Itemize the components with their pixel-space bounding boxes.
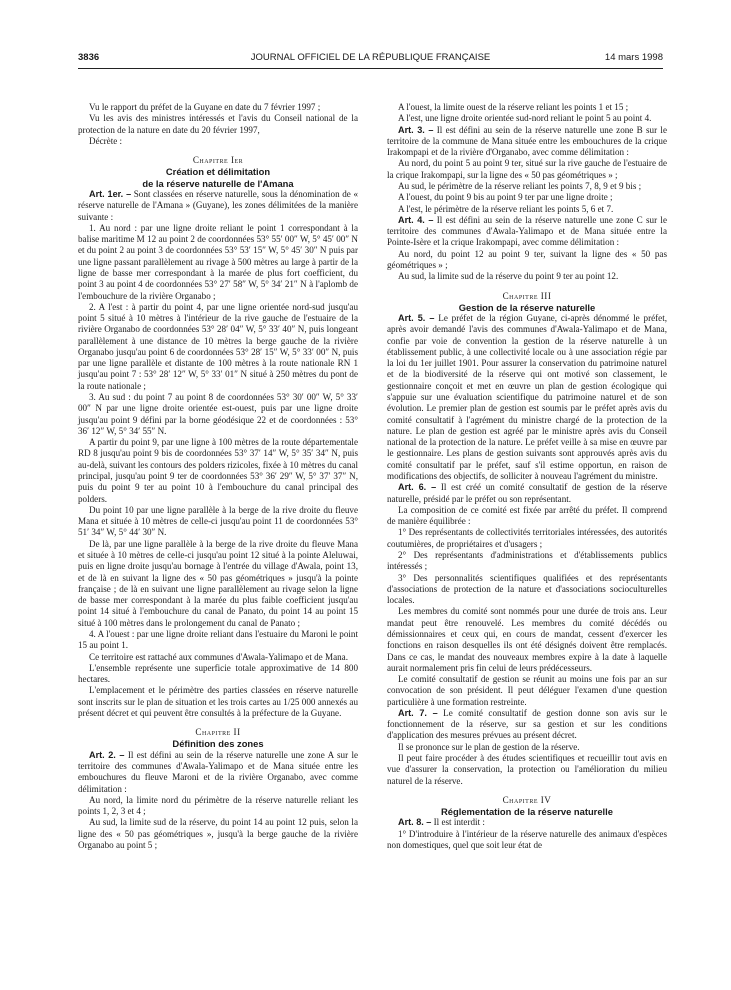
- body-paragraph: 3. Au sud : du point 7 au point 8 de coordonnées 53° 30′ 00″ W, 5° 33′ 00″ N par une ligne droite orientée est-ouest, puis par une ligne droite jusqu'au point 9 défini par la borne géodésique 22 et de coordonnées : 53° 36′ 12″ W, 5° 34′ 55″ N.: [78, 392, 358, 436]
- article-label: Art. 3. –: [398, 124, 434, 135]
- chapter-heading: Chapitre IV: [502, 794, 552, 805]
- body-paragraph: A partir du point 9, par une ligne à 100 mètres de la route départementale RD 8 jusqu'au point 9 bis de coordonnées 53° 37′ 14″ W, 5° 35′ 34″ N, puis au-delà, suivant les contours des polders rizicoles, fixée à 10 mètres du canal principal, jusqu'au point 9 ter de coordonnées 53° 36′ 29″ W, 5° 37′ 37″ N, puis du point 9 ter au point 10 à l'embouchure du canal principal des polders.: [78, 437, 358, 504]
- body-paragraph: Au nord, du point 5 au point 9 ter, situé sur la rive gauche de l'estuaire de la crique Irakompapi, sur la ligne des « 50 pas géométriques » ;: [387, 158, 667, 180]
- article-text: Il est défini au sein de la réserve naturelle une zone A sur le territoire des communes d'Awala-Yalimapo et de Mana située entre les embouchures du fleuve Maroni et de la rivière Organabo, avec comme délimitation :: [78, 749, 359, 794]
- section-heading: Définition des zones: [172, 738, 264, 750]
- body-paragraph: 4. A l'ouest : par une ligne droite reliant dans l'estuaire du Maroni le point 15 au point 1.: [78, 628, 358, 651]
- body-paragraph: A l'ouest, du point 9 bis au point 9 ter par une ligne droite ;: [398, 192, 613, 203]
- body-paragraph: Au sud, la limite sud de la réserve du point 9 ter au point 12.: [398, 271, 619, 282]
- body-paragraph: Le comité consultatif de gestion se réunit au moins une fois par an sur convocation de son président. Il peut déléguer l'examen d'une question particulière à une formation restreinte.: [387, 674, 667, 707]
- right-column: [387, 102, 667, 851]
- issue-date: 14 mars 1998: [604, 52, 663, 63]
- article-label: Art. 6. –: [398, 482, 437, 493]
- article-text: Il est créé un comité consultatif de gestion de la réserve naturelle, présidé par le préfet ou son représentant.: [387, 482, 667, 504]
- body-paragraph: Au sud, le périmètre de la réserve reliant les points 7, 8, 9 et 9 bis ;: [398, 180, 642, 191]
- article-text: Sont classées en réserve naturelle, sous la dénomination de « réserve naturelle de l'Amana » (Guyane), les zones délimitées de la manière suivante :: [78, 188, 358, 222]
- body-paragraph: L'ensemble représente une superficie totale approximative de 14 800 hectares.: [78, 662, 358, 685]
- article-text: Il est interdit :: [431, 817, 485, 828]
- body-paragraph: Vu les avis des ministres intéressés et l'avis du Conseil national de la protection de la nature en date du 20 février 1997,: [78, 113, 358, 135]
- article-paragraph: [387, 313, 667, 482]
- body-paragraph: Vu le rapport du préfet de la Guyane en date du 7 février 1997 ;: [89, 102, 321, 112]
- section-heading: Création et délimitation: [165, 166, 271, 178]
- section-heading: Réglementation de la réserve naturelle: [441, 806, 613, 818]
- body-paragraph: Décrète :: [89, 135, 123, 146]
- article-paragraph: [387, 817, 667, 828]
- body-paragraph: A l'ouest, la limite ouest de la réserve reliant les points 1 et 15 ;: [398, 102, 629, 112]
- article-paragraph: [387, 708, 667, 742]
- article-paragraph: [78, 189, 358, 223]
- body-paragraph: 1° Des représentants de collectivités territoriales intéressées, des autorités coutumières, de propriétaires et d'usagers ;: [387, 527, 667, 549]
- page-number: 3836: [78, 52, 100, 63]
- body-paragraph: Les membres du comité sont nommés pour une durée de trois ans. Leur mandat peut être renouvelé. Les membres du comité décédés ou démissionnaires et ceux qui, en cours de mandat, cessent d'exercer les fonctions en raison desquelles ils ont été désignés doivent être remplacés. Dans ce cas, le mandat des nouveaux membres expire à la date à laquelle aurait normalement pris fin celui de leurs prédécesseurs.: [387, 606, 667, 673]
- body-paragraph: Au nord, du point 12 au point 9 ter, suivant la ligne des « 50 pas géométriques » ;: [387, 248, 667, 270]
- body-paragraph: Au sud, la limite sud de la réserve, du point 14 au point 12 puis, selon la ligne des « 50 pas géométriques », jusqu'à la berge gauche de la rivière Organabo au point 5 ;: [78, 817, 358, 850]
- body-paragraph: Ce territoire est rattaché aux communes d'Awala-Yalimapo et de Mana.: [89, 651, 348, 662]
- body-paragraph: 1° D'introduire à l'intérieur de la réserve naturelle des animaux d'espèces non domestiques, quel que soit leur état de: [387, 828, 667, 850]
- article-text: Il est défini au sein de la réserve naturelle une zone B sur le territoire de la commune de Mana située entre les embouchures de la crique Irakompapi et de la rivière d'Organabo, avec comme délimitation :: [387, 124, 667, 158]
- body-paragraph: A l'est, le périmètre de la réserve reliant les points 5, 6 et 7.: [398, 203, 614, 214]
- header-rule: [78, 68, 663, 69]
- chapter-heading: Chapitre III: [502, 290, 552, 301]
- journal-title: JOURNAL OFFICIEL DE LA RÉPUBLIQUE FRANÇAISE: [250, 52, 491, 63]
- article-text: Le comité consultatif de gestion donne son avis sur le fonctionnement de la réserve, sur sa gestion et sur les conditions d'application des mesures prévues au présent décret.: [387, 707, 667, 741]
- body-paragraph: Du point 10 par une ligne parallèle à la berge de la rive droite du fleuve Mana et située à 10 mètres de celle-ci jusqu'au point 11 de coordonnées 53° 51′ 34″ W, 5° 44′ 30″ N.: [78, 504, 358, 538]
- page-header: [78, 52, 663, 66]
- body-paragraph: 3° Des personnalités scientifiques qualifiées et des représentants d'associations de protection de la nature et d'associations socioculturelles locales.: [387, 572, 667, 606]
- body-paragraph: Au nord, la limite nord du périmètre de la réserve naturelle reliant les points 1, 2, 3 et 4 ;: [78, 794, 358, 817]
- article-label: Art. 5. –: [398, 313, 435, 324]
- body-paragraph: L'emplacement et le périmètre des parties classées en réserve naturelle sont inscrits sur le plan de situation et les trois cartes au 1/25 000 annexés au présent décret et qui peuvent être consultés à la préfecture de la Guyane.: [78, 685, 358, 718]
- chapter-heading: Chapitre II: [195, 727, 241, 738]
- article-label: Art. 7. –: [398, 707, 438, 718]
- body-paragraph: De là, par une ligne parallèle à la berge de la rive droite du fleuve Mana et située à 10 mètres de celle-ci jusqu'au point 12 situé à la pointe Aleluwai, puis en ligne droite jusqu'au bornage à l'entrée du village d'Awala, point 13, et de là en suivant la ligne des « 50 pas géométriques » jusqu'à la pointe française ; de là en suivant une ligne parallèlement au rivage selon la ligne de basse mer correspondant à la marée du plus faible coefficient jusqu'au point 14 situé à l'embouchure du canal de Panato, du point 14 au point 15 situé à 100 mètres dans le prolongement du canal de Panato ;: [78, 538, 358, 628]
- article-paragraph: [387, 125, 667, 159]
- article-text: Le préfet de la région Guyane, ci-après dénommé le préfet, après avoir demandé l'avis des communes d'Awala-Yalimapo et de Mana, confie par voie de convention la gestion de la réserve naturelle à un établissement public, à une collectivité locale ou à une association régie par la loi du 1er juillet 1901. Pour assurer la conservation du patrimoine naturel et de la biodiversité de la réserve qui ont motivé son classement, le gestionnaire conçoit et met en œuvre un plan de gestion écologique qui s'appuie sur une évaluation scientifique du patrimoine naturel et de son évolution. Le premier plan de gestion est soumis par le préfet après avis du comité consultatif à l'agrément du ministre chargé de la protection de la nature. Le plan de gestion est agréé par le ministre après avis du Conseil national de la protection de la nature. Le préfet veille à sa mise en œuvre par le gestionnaire. Les plans de gestion suivants sont approuvés après avis du comité consultatif par le préfet, sauf s'il estime opportun, en raison de modifications des objectifs, de solliciter à nouveau l'agrément du ministre.: [387, 313, 668, 481]
- body-paragraph: 2° Des représentants d'administrations et d'établissements publics intéressés ;: [387, 549, 667, 572]
- body-paragraph: Il se prononce sur le plan de gestion de la réserve.: [398, 741, 580, 752]
- article-label: Art. 1er. –: [89, 188, 132, 199]
- body-paragraph: Il peut faire procéder à des études scientifiques et recueillir tout avis en vue d'assurer la conservation, la protection ou l'amélioration du milieu naturel de la réserve.: [387, 753, 667, 786]
- article-text: Il est défini au sein de la réserve naturelle une zone C sur le territoire des communes d'Awala-Yalimapo et de Mana située entre la Pointe-Isère et la crique Irakompapi, avec comme délimitation :: [387, 214, 667, 248]
- article-paragraph: [387, 482, 667, 505]
- article-label: Art. 2. –: [89, 749, 125, 760]
- body-paragraph: 2. A l'est : à partir du point 4, par une ligne orientée nord-sud jusqu'au point 5 situé à 10 mètres à l'intérieur de la rive gauche de l'estuaire de la rivière Organabo de coordonnées 53° 28′ 04″ W, 5° 33′ 40″ N, puis longeant parallèlement à une distance de 10 mètres la berge gauche de la rivière Organabo jusqu'au point 6 de coordonnées 53° 28′ 15″ W, 5° 33′ 00″ N, puis par une ligne parallèle et distante de 100 mètres à la route nationale RN 1 jusqu'au point 7 : 53° 28′ 12″ W, 5° 33′ 01″ N situé à 250 mètres du pont de la route nationale ;: [78, 301, 358, 391]
- chapter-heading: Chapitre Ier: [192, 155, 244, 166]
- body-paragraph: A l'est, une ligne droite orientée sud-nord reliant le point 5 au point 4.: [398, 113, 652, 124]
- body-paragraph: 1. Au nord : par une ligne droite reliant le point 1 correspondant à la balise maritime M 12 au point 2 de coordonnées 53° 55′ 00″ W, 5° 45′ 00″ N et du point 2 au point 3 de coordonnées 53° 53′ 15″ W, 5° 45′ 30″ N puis par une ligne passant parallèlement au rivage à 500 mètres au large à partir de la ligne de basse mer correspondant à la marée de plus fort coefficient, du point 3 au point 4 de coordonnées 53° 27′ 58″ W, 5° 34′ 21″ N à l'aplomb de l'embouchure de la rivière Organabo ;: [78, 222, 358, 301]
- article-paragraph: [78, 750, 358, 795]
- article-label: Art. 4. –: [398, 214, 434, 225]
- section-heading: Gestion de la réserve naturelle: [458, 301, 596, 313]
- section-heading: de la réserve naturelle de l'Amana: [142, 177, 294, 189]
- article-label: Art. 8. –: [398, 817, 432, 828]
- left-column: [78, 102, 358, 851]
- article-paragraph: [387, 215, 667, 249]
- body-paragraph: La composition de ce comité est fixée par arrêté du préfet. Il comprend de manière équilibrée :: [387, 504, 667, 527]
